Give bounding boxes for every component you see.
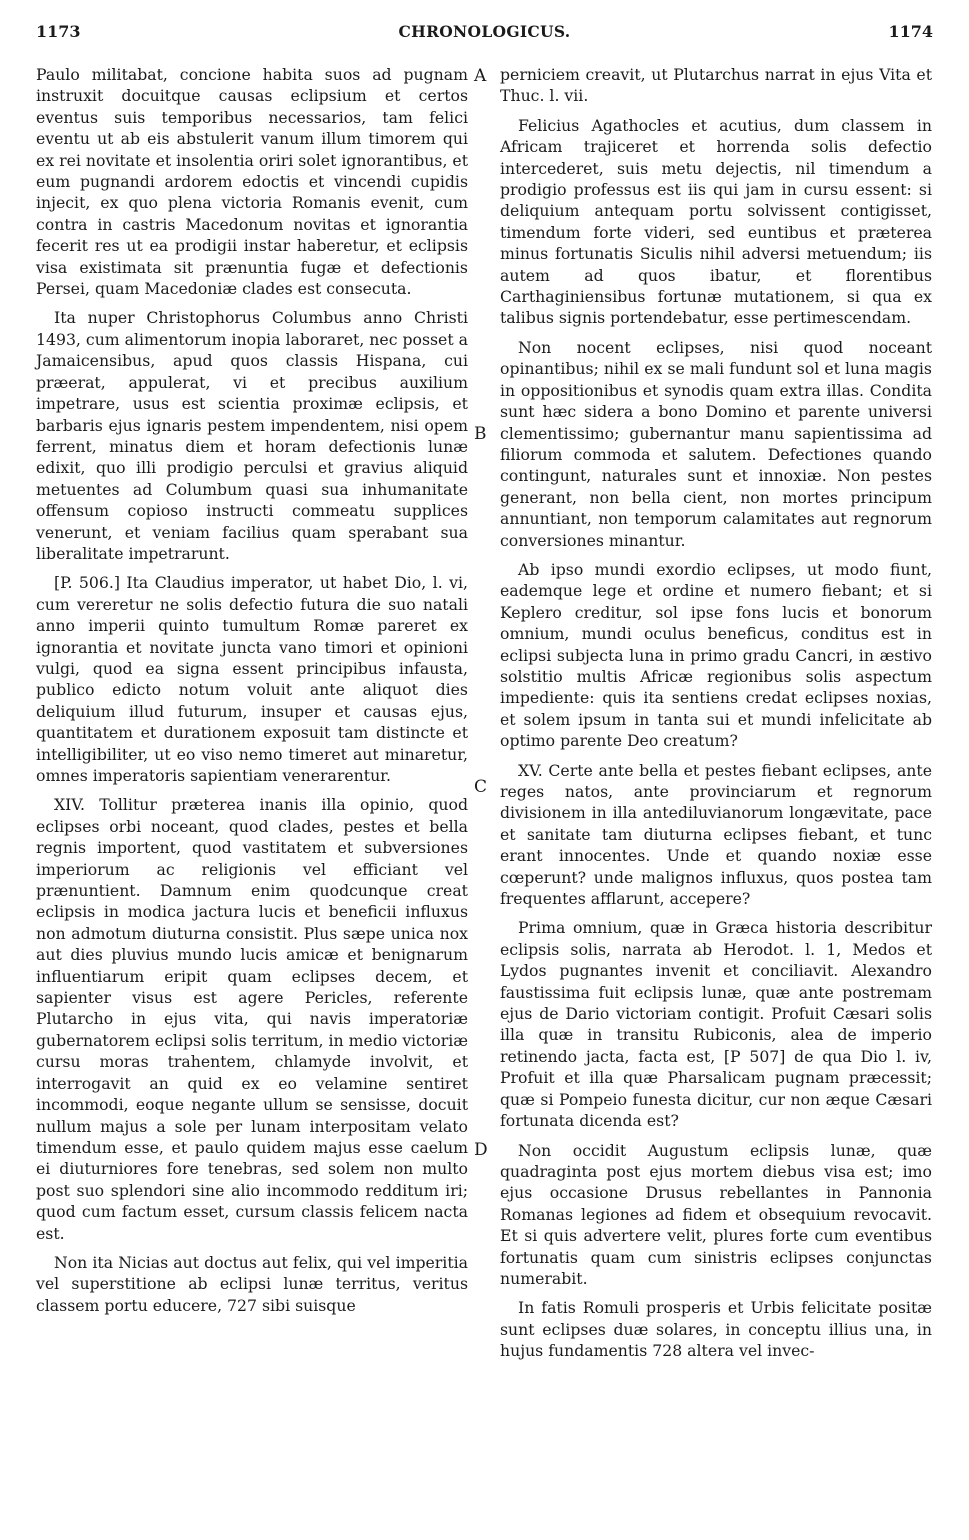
page-header [36,22,933,50]
margin-marker-a: A [474,66,487,86]
paragraph: Prima omnium, quæ in Græca historia describitur eclipsis solis, narrata ab Herodot. l. 1, Medos et Lydos pugnantes invenit et conciliavit. Alexandro faustissima fuit eclipsis lunæ, quæ ante postremam ejus de Dario victoriam contigit. Profuit Cæsari solis illa quæ in transitu Rubiconis, alea de imperio retinendo jacta, facta est, [P 507] de qua Dio l. iv, Profuit et illa quæ Pharsalicam pugnam præcessit; quæ si Pompeio funesta dicitur, cur non æque Cæsari fortunata dicenda est? [500,918,932,1131]
margin-marker-b: B [474,424,487,444]
running-title: CHRONOLOGICUS. [398,22,571,41]
paragraph: XIV. Tollitur præterea inanis illa opinio, quod eclipses orbi noceant, quod clades, pestes et bella regnis importent, quod vastitatem et subversiones imperiorum ac religionis vel efficiant vel prænuntient. Damnum enim quodcunque creat eclipsis in modica jactura lucis et beneficii influxus non admotum diuturna consistit. Plus sæpe unica nox aut dies pluvius mundo lucis amicæ et benignarum influentiarum eripit quam eclipses decem, et sapienter visus est agere Pericles, referente Plutarcho in ejus vita, qui navis imperatoriæ gubernatorem eclipsi solis territum, in medio victoriæ cursu moras trahentem, chlamyde involvit, et interrogavit an quid ex eo velamine sentiret incommodi, eoque negante ullum se sensisse, docuit nullum majus a sole per lunam interpositam velato timendum esse, et paulo quidem majus esse caelum ei diuturniores fore tenebras, sed solem non multo post suo splendori sine alio incommodo redditum iri; quod cum factum esset, cursum classis felicem nacta est. [36,795,468,1243]
paragraph: Paulo militabat, concione habita suos ad pugnam instruxit docuitque causas eclipsium et certos eventus suis temporibus necessarios, tam felici eventu ut ab eis abstulerit vanum illum timorem qui ex rei novitate et insolentia oriri solet ignorantibus, et eum pugnandi ardorem edoctis et vincendi cupidis injecit, ex quo plena victoria Romanis evenit, cum contra in castris Macedonum novitas et ignorantia fecerit res ut ea prodigii instar haberetur, et eclipsis visa existimata sit prænuntia fugæ et defectionis Persei, quam Macedoniæ clades est consecuta. [36,65,469,299]
paragraph: Ab ipso mundi exordio eclipses, ut modo fiunt, eademque lege et ordine et numero fiebant; et si Keplero creditur, sol ipse fons lucis et bonorum omnium, mundi oculus beneficus, conditus est in eclipsi subjecta luna in primo gradu Cancri, in æstivo solstitio multis Africæ regionibus solis aspectum impediente: quis ita sentiens credat eclipses noxias, et solem ipsum in tanta sui et mundi infelicitate ab optimo parente Deo creatum? [500,559,932,751]
paragraph: perniciem creavit, ut Plutarchus narrat in ejus Vita et Thuc. l. vii. [500,65,932,106]
paragraph: Non nocent eclipses, nisi quod noceant opinantibus; nihil ex se mali fundunt sol et luna magis in oppositionibus et synodis quam extra illas. Condita sunt hæc sidera a bono Domino et parente universi clementissimo; gubernantur manu sapientissima ad filiorum commoda et salutem. Defectiones quando contingunt, naturales sunt et innoxiæ. Non pestes generant, non bella cient, non mortes principum annuntiant, non temporum calamitates aut regnorum conversiones minantur. [500,337,932,550]
left-column [36,64,468,1324]
right-column [500,64,932,1370]
margin-marker-c: C [474,777,488,797]
paragraph: Felicius Agathocles et acutius, dum classem in Africam trajiceret et horrenda solis defectio intercederet, suis metu dejectis, nil timendum a prodigio professus est iis qui jam in cursu essent: si deliquium antequam portu solvissent contigisset, timendum forte videri, sed euntibus et præterea minus fortunatis Siculis nihil adversi metuendum; iis autem ad quos ibatur, et florentibus Carthaginiensibus fortunæ mutationem, si qua ex talibus signis portendebatur, esse pertimescendam. [500,115,932,328]
left-page-number: 1173 [36,22,81,41]
paragraph: Non ita Nicias aut doctus aut felix, qui vel imperitia vel superstitione ab eclipsi lunæ territus, veritus classem portu educere, 727 sibi suisque [36,1252,468,1315]
paragraph: Non occidit Augustum eclipsis lunæ, quæ quadraginta post ejus mortem diebus visa est; imo ejus occasione Drusus rebellantes in Pannonia Romanas legiones ad fidem et obsequium revocavit. Et si quis advertere velit, plures forte cum eventibus fortunatis quam cum sinistris eclipses conjunctas numerabit. [500,1140,932,1288]
margin-marker-d: D [474,1140,488,1160]
right-page-number: 1174 [888,22,933,41]
paragraph: [P. 506.] Ita Claudius imperator, ut habet Dio, l. vi, cum vereretur ne solis defectio futura die suo natali anno imperii quinto tumultum Romæ pareret ex ignorantia et novitate juncta vano timori et opinioni vulgi, quod ea signa essent principibus infausta, publico edicto notum voluit ante aliquot dies deliquium illud futurum, insuper et causas ejus, quantitatem et durationem exposuit tam distincte et intelligibiliter, ut eo viso nemo timeret aut minaretur, omnes imperatoris sapientiam venerarentur. [36,573,468,785]
paragraph: Ita nuper Christophorus Columbus anno Christi 1493, cum alimentorum inopia laboraret, nec posset a Jamaicensibus, apud quos classis Hispana, cui præerat, appulerat, vi et precibus auxilium impetrare, usus est scientia proximæ eclipsis, et barbaris ejus ignaris pestem impendentem, nisi opem ferrent, minatus diem et horam defectionis lunæ edixit, quo illi prodigio perculsi et gravius aliquid metuentes ad Columbum quasi sua inhumanitate offensum copioso instructi commeatu supplices venerunt, et veniam facilius quam sperabant sua liberalitate impetrarunt. [36,308,468,563]
paragraph: In fatis Romuli prosperis et Urbis felicitate positæ sunt eclipses duæ solares, in conceptu illius una, in hujus fundamentis 728 altera vel invec- [500,1298,932,1361]
paragraph: XV. Certe ante bella et pestes fiebant eclipses, ante reges natos, ante provinciarum et regnorum divisionem in illa antediluvianorum longævitate, pace et sanitate tam diuturna eclipses fiebant, et tunc erant innocentes. Unde et quando noxiæ esse cœperunt? unde malignos influxus, quos postea tam frequentes afflarunt, accepere? [500,760,932,909]
